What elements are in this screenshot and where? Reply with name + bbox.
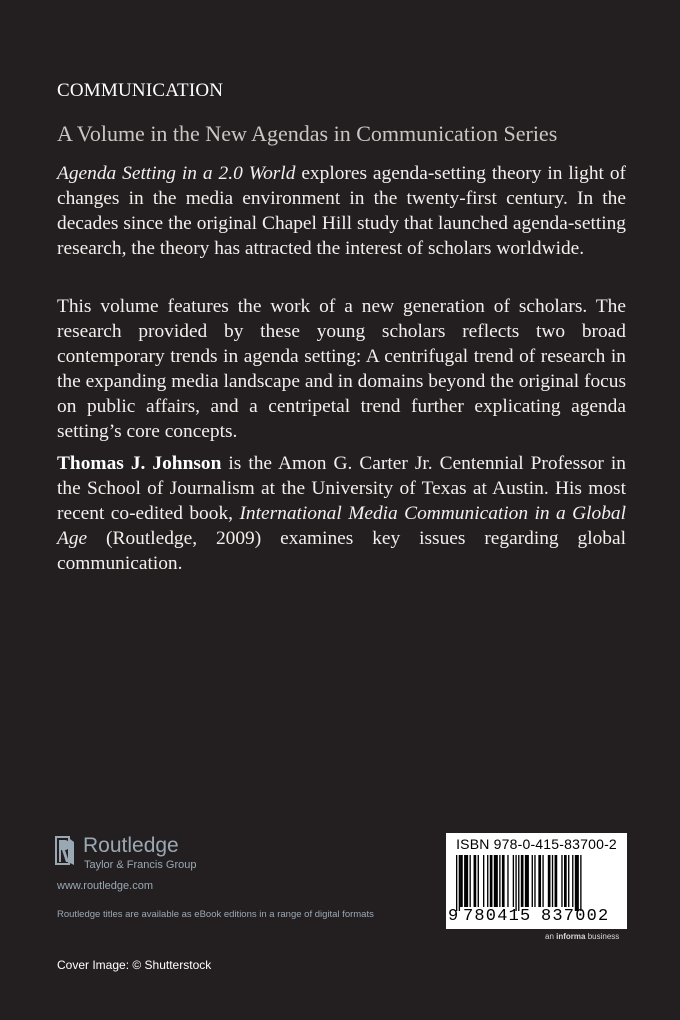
publisher-name: Routledge	[83, 834, 179, 857]
ebook-note: Routledge titles are available as eBook editions in a range of digital formats	[57, 909, 374, 920]
co-edited-book-title: International Media Communication in a Global Age	[57, 503, 626, 549]
barcode-digit-first: 9	[448, 907, 459, 926]
publisher-group: Taylor & Francis Group	[84, 859, 197, 871]
volume-paragraph: This volume features the work of a new generation of scholars. The research provided by these young scholars reflects two broad contemporary trends in agenda setting: A centrifugal trend of research in the expanding media landscape and in domains beyond the original focus on public affairs, and a centripetal trend further explicating agenda setting’s core concepts.	[57, 296, 626, 442]
routledge-logo-icon	[55, 836, 75, 866]
cover-image-credit: Cover Image: © Shutterstock	[57, 958, 212, 972]
isbn-label: ISBN 978-0-415-83700-2	[456, 836, 617, 852]
informa-suffix: business	[585, 932, 620, 941]
description-paragraph	[57, 161, 626, 261]
author-bio	[57, 451, 626, 576]
book-title: Agenda Setting in a 2.0 World	[57, 163, 296, 184]
series-line: A Volume in the New Agendas in Communication Series	[57, 121, 558, 146]
barcode-digits-left: 780415	[463, 907, 532, 926]
category-label: COMMUNICATION	[57, 80, 224, 101]
author-bio-text-end: (Routledge, 2009) examines key issues regarding global communication.	[57, 528, 626, 574]
barcode-digits	[446, 909, 627, 927]
barcode-digits-right: 837002	[541, 907, 610, 926]
author-bio-text: is the Amon G. Carter Jr. Centennial Professor in the School of Journalism at the University of Texas at Austin. His most recent co-edited book,	[57, 453, 626, 524]
author-name: Thomas J. Johnson	[57, 453, 222, 474]
publisher-url[interactable]: www.routledge.com	[57, 880, 153, 892]
informa-prefix: an	[545, 932, 557, 941]
description-text: explores agenda-setting theory in light of changes in the media environment in the twenty-first century. In the decades since the original Chapel Hill study that launched agenda-setting research, the theory has attracted the interest of scholars worldwide.	[57, 163, 627, 259]
informa-brand: informa	[556, 932, 586, 941]
isbn-barcode	[446, 833, 627, 929]
barcode-bars	[454, 855, 622, 911]
informa-tagline	[545, 932, 619, 941]
